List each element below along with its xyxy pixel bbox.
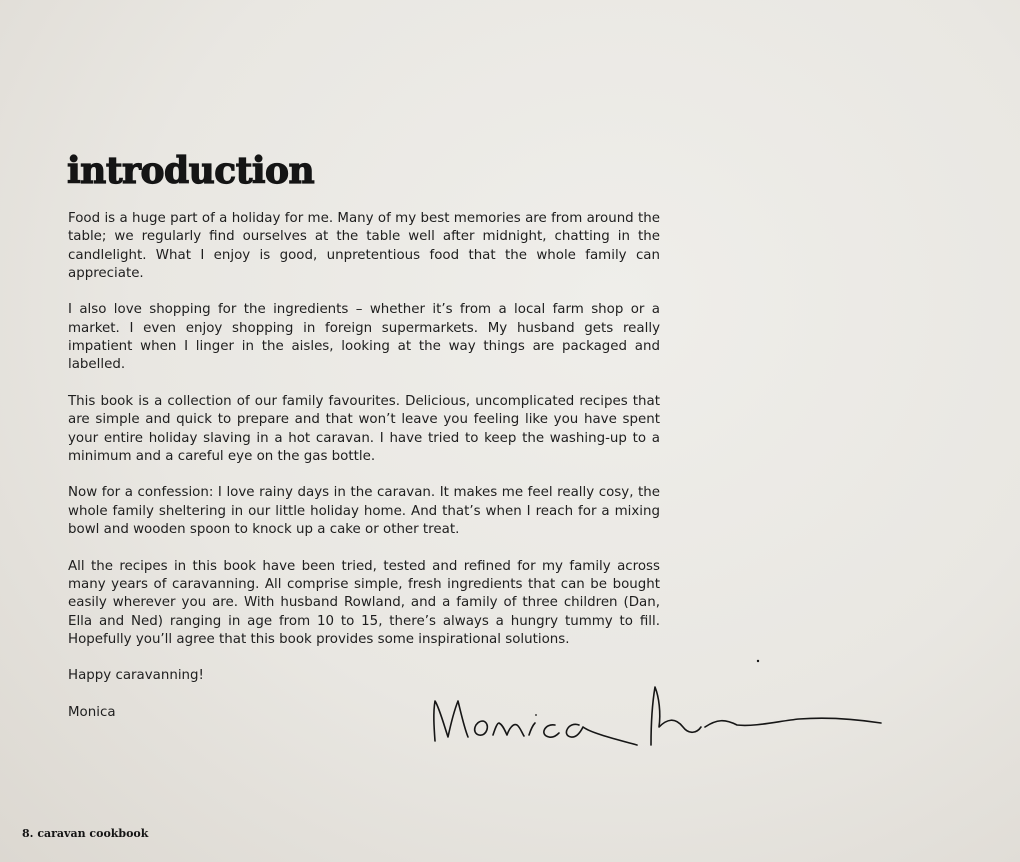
paragraph-recipes: All the recipes in this book have been tried, tested and refined for my family across many years of caravanning. All comprise simple, fresh ingredients that can be bought easily wherever you are. With husband Rowland, and a family of three children (Dan, Ella and Ned) ranging in age from 10 to 15, there’s always a hungry tummy to fill. Hopefully you’ll agree that this book provides some inspirational solutions. (68, 558, 660, 647)
paragraph-confession: Now for a confession: I love rainy days in the caravan. It makes me feel really cosy, the whole family sheltering in our little holiday home. And that’s when I reach for a mixing bowl and wooden spoon to knock up a cake or other treat. (68, 485, 660, 538)
author-name: Monica (68, 705, 116, 721)
page-footer: 8. caravan cookbook (22, 827, 149, 840)
sign-off: Happy caravanning! (68, 668, 204, 684)
paragraph-shopping: I also love shopping for the ingredients – whether it’s from a local farm shop or a market. I even enjoy shopping in foreign supermarkets. My husband gets really impatient when I linger in the aisles, looking at the way things are packaged and labelled. (68, 302, 660, 373)
paragraph-collection: This book is a collection of our family favourites. Delicious, uncomplicated recipes that are simple and quick to prepare and that won’t leave you feeling like you have spent your entire holiday slaving in a hot caravan. I have tried to keep the washing-up to a minimum and a careful eye on the gas bottle. (68, 393, 660, 464)
paragraph-food: Food is a huge part of a holiday for me. Many of my best memories are from around the table; we regularly find ourselves at the table well after midnight, chatting in the candlelight. What I enjoy is good, unpretentious food that the whole family can appreciate. (68, 211, 660, 281)
page-title: introduction (67, 150, 315, 192)
handwritten-signature (425, 655, 885, 755)
